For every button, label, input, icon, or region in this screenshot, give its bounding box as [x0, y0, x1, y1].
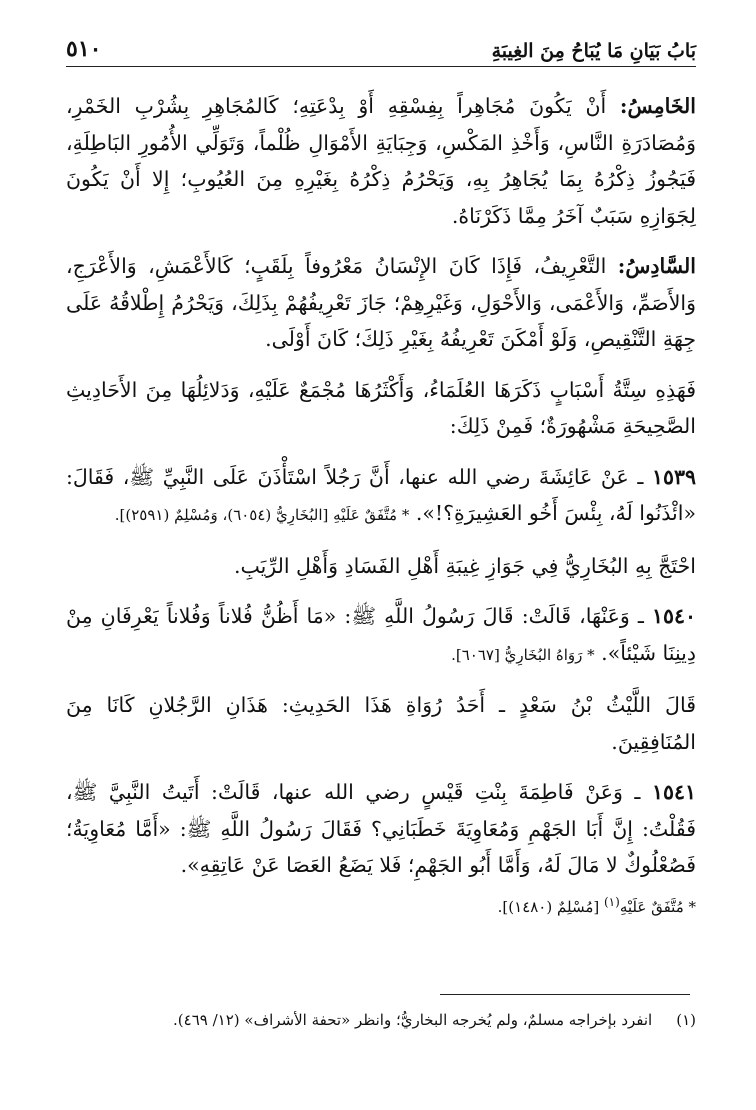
paragraph-text: فَهَذِهِ سِتَّةُ أَسْبَابٍ ذَكَرَهَا العُلَمَاءُ، وَأَكْثَرُهَا مُجْمَعٌ عَلَيْهِ، وَدَلائِلُهَا مِنَ الأَحَادِيثِ الصَّحِيحَةِ مَشْهُورَةٌ؛ فَمِنْ ذَلِكَ: — [66, 377, 696, 438]
paragraph-summary — [66, 372, 696, 445]
reference-rest: [مُسْلِمٌ (١٤٨٠)]. — [497, 897, 604, 916]
paragraph-text: التَّعْرِيفُ، فَإِذَا كَانَ الإِنْسَانُ مَعْرُوفاً بِلَقَبٍ؛ كَالأَعْمَشِ، وَالأَعْرَجِ، وَالأَصَمِّ، وَالأَعْمَى، وَالأَحْوَلِ، وَغَيْرِهِمْ؛ جَازَ تَعْرِيفُهُمْ بِذَلِكَ، وَيَحْرُمُ إِطْلاقُهُ عَلَى جِهَةِ التَّنْقِيصِ، وَلَوْ أَمْكَنَ تَعْرِيفُهُ بِغَيْرِ ذَلِكَ؛ كَانَ أَوْلَى. — [66, 254, 696, 351]
footnote-text: انفرد بإخراجه مسلمٌ، ولم يُخرجه البخاريُّ؛ وانظر «تحفة الأشراف» (١٢/ ٤٦٩). — [173, 1011, 653, 1029]
reference-prefix: * مُتَّفَقٌ عَلَيْهِ — [619, 897, 696, 916]
paragraph-fifth — [66, 88, 696, 234]
hadith-text: ـ وَعَنْ فَاطِمَةَ بِنْتِ قَيْسٍ رضي الله عنها، قَالَتْ: أَتَيتُ النَّبِيَّ ﷺ، فَقُلْتُ: إِنَّ أَبَا الجَهْمِ وَمُعَاوِيَةَ خَطَبَانِي؟ فَقَالَ رَسُولُ اللَّهِ ﷺ: «أَمَّا مُعَاوِيَةُ؛ فَصُعْلُوكٌ لا مَالَ لَهُ، وَأَمَّا أَبُو الجَهْمِ؛ فَلا يَضَعُ العَصَا عَنْ عَاتِقِهِ». — [66, 780, 696, 877]
hadith-reference: * رَوَاهُ البُخَارِيُّ [٦٠٦٧]. — [451, 645, 595, 664]
hadith-1540 — [66, 598, 696, 673]
paragraph-lead: الخَامِسُ: — [619, 94, 696, 118]
hadith-reference: * مُتَّفَقٌ عَلَيْهِ [البُخَارِيُّ (٦٠٥٤)، وَمُسْلِمٌ (٢٥٩١)]. — [114, 506, 410, 524]
hadith-1541 — [66, 774, 696, 925]
paragraph-text: أَنْ يَكُونَ مُجَاهِراً بِفِسْقِهِ أَوْ بِدْعَتِهِ؛ كَالمُجَاهِرِ بِشُرْبِ الخَمْرِ، وَمُصَادَرَةِ النَّاسِ، وَأَخْذِ المَكْسِ، وَجِبَايَةِ الأَمْوَالِ ظُلْماً، وَتَوَلِّي الأُمُورِ البَاطِلَةِ، فَيَجُوزُ ذِكْرُهُ بِمَا يُجَاهِرُ بِهِ، وَيَحْرُمُ ذِكْرُهُ بِغَيْرِهِ مِنَ العُيُوبِ؛ إِلا أَنْ يَكُونَ لِجَوَازِهِ سَبَبٌ آخَرُ مِمَّا ذَكَرْنَاهُ. — [66, 94, 696, 228]
paragraph-lead: السَّادِسُ: — [617, 254, 696, 278]
hadith-reference — [497, 894, 696, 916]
hadith-text: ـ وَعَنْهَا، قَالَتْ: قَالَ رَسُولُ اللَّهِ ﷺ: «مَا أَظُنُّ فُلاناً وَفُلاناً يَعْرِفَانِ مِنْ دِينِنَا شَيْئاً». — [66, 604, 696, 665]
hadith-number: ١٥٤٠ — [651, 604, 696, 628]
page-number: ٥١٠ — [66, 36, 102, 62]
hadith-number: ١٥٣٩ — [651, 464, 696, 489]
hadith-1539 — [66, 459, 696, 534]
footnote-divider — [440, 994, 690, 995]
footnote — [66, 1008, 696, 1032]
commentary-1540 — [66, 687, 696, 760]
commentary-text: قَالَ اللَّيْثُ بْنُ سَعْدٍ ـ أَحَدُ رُوَاةِ هَذَا الحَدِيثِ: هَذَانِ الرَّجُلانِ كَانَا مِنَ المُنَافِقِينَ. — [66, 693, 696, 754]
footnote-marker[interactable]: (١) — [603, 894, 620, 909]
paragraph-sixth — [66, 248, 696, 358]
chapter-title: بَابُ بَيَانِ مَا يُبَاحُ مِنَ الغِيبَةِ — [491, 40, 696, 62]
hadith-number: ١٥٤١ — [651, 780, 696, 804]
page-body — [66, 88, 696, 939]
running-header — [66, 22, 696, 67]
hadith-text: ـ عَنْ عَائِشَةَ رضي الله عنها، أَنَّ رَجُلاً اسْتَأْذَنَ عَلَى النَّبِيِّ ﷺ، فَقَالَ: «ائْذَنُوا لَهُ، بِئْسَ أَخُو العَشِيرَةِ؟!». — [66, 464, 696, 525]
commentary-1539 — [66, 548, 696, 585]
commentary-text: احْتَجَّ بِهِ البُخَارِيُّ فِي جَوَازِ غِيبَةِ أَهْلِ الفَسَادِ وَأَهْلِ الرِّيَبِ. — [233, 553, 696, 578]
footnote-number: (١) — [676, 1011, 696, 1029]
